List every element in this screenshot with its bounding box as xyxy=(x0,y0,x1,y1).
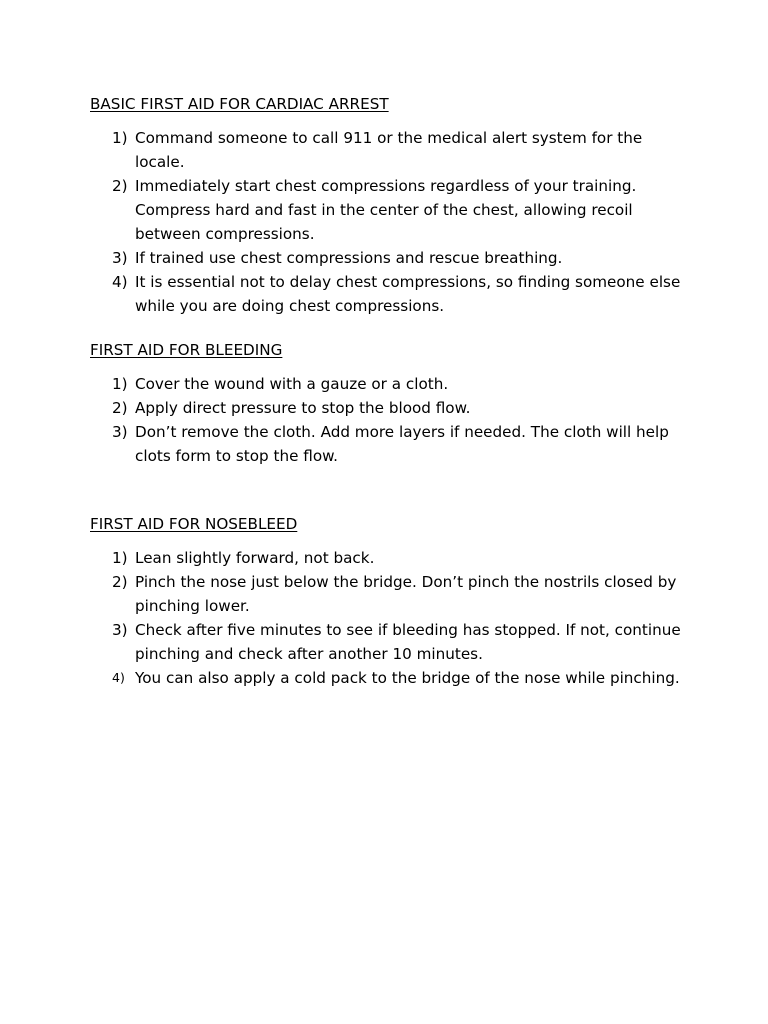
list-item xyxy=(90,396,690,420)
step-text: Command someone to call 911 or the medical alert system for the locale. xyxy=(135,129,643,171)
step-text: Immediately start chest compressions regardless of your training. Compress hard and fast in the center of the chest, allowing recoil between compressions. xyxy=(135,177,637,243)
section-heading: FIRST AID FOR BLEEDING xyxy=(90,341,283,359)
step-text: Apply direct pressure to stop the blood flow. xyxy=(135,399,471,417)
step-number: 4) xyxy=(112,670,125,685)
list-item xyxy=(90,420,690,468)
step-text: Don’t remove the cloth. Add more layers if needed. The cloth will help clots form to stop the flow. xyxy=(135,423,669,465)
list-item xyxy=(90,618,690,666)
nosebleed-section xyxy=(90,512,690,690)
list-item xyxy=(90,126,690,174)
step-number: 4) xyxy=(112,273,128,291)
section-heading: BASIC FIRST AID FOR CARDIAC ARREST xyxy=(90,95,389,113)
list-item xyxy=(90,666,690,690)
step-text: You can also apply a cold pack to the bridge of the nose while pinching. xyxy=(135,669,680,687)
step-number: 2) xyxy=(112,573,128,591)
steps-list xyxy=(90,126,690,318)
list-item xyxy=(90,174,690,246)
list-item xyxy=(90,570,690,618)
step-number: 3) xyxy=(112,249,128,267)
section-heading: FIRST AID FOR NOSEBLEED xyxy=(90,515,298,533)
step-number: 1) xyxy=(112,129,128,147)
step-text: Lean slightly forward, not back. xyxy=(135,549,375,567)
step-number: 1) xyxy=(112,549,128,567)
step-number: 2) xyxy=(112,399,128,417)
steps-list xyxy=(90,372,690,468)
step-text: Pinch the nose just below the bridge. Don’t pinch the nostrils closed by pinching lower. xyxy=(135,573,677,615)
step-text: Cover the wound with a gauze or a cloth. xyxy=(135,375,449,393)
step-number: 3) xyxy=(112,423,128,441)
list-item xyxy=(90,372,690,396)
list-item xyxy=(90,246,690,270)
list-item xyxy=(90,546,690,570)
bleeding-section xyxy=(90,338,690,468)
steps-list xyxy=(90,546,690,690)
step-text: It is essential not to delay chest compressions, so finding someone else while you are doing chest compressions. xyxy=(135,273,681,315)
step-number: 1) xyxy=(112,375,128,393)
step-number: 3) xyxy=(112,621,128,639)
list-item xyxy=(90,270,690,318)
step-text: Check after five minutes to see if bleeding has stopped. If not, continue pinching and check after another 10 minutes. xyxy=(135,621,681,663)
cardiac-arrest-section xyxy=(90,92,690,318)
step-number: 2) xyxy=(112,177,128,195)
step-text: If trained use chest compressions and rescue breathing. xyxy=(135,249,563,267)
